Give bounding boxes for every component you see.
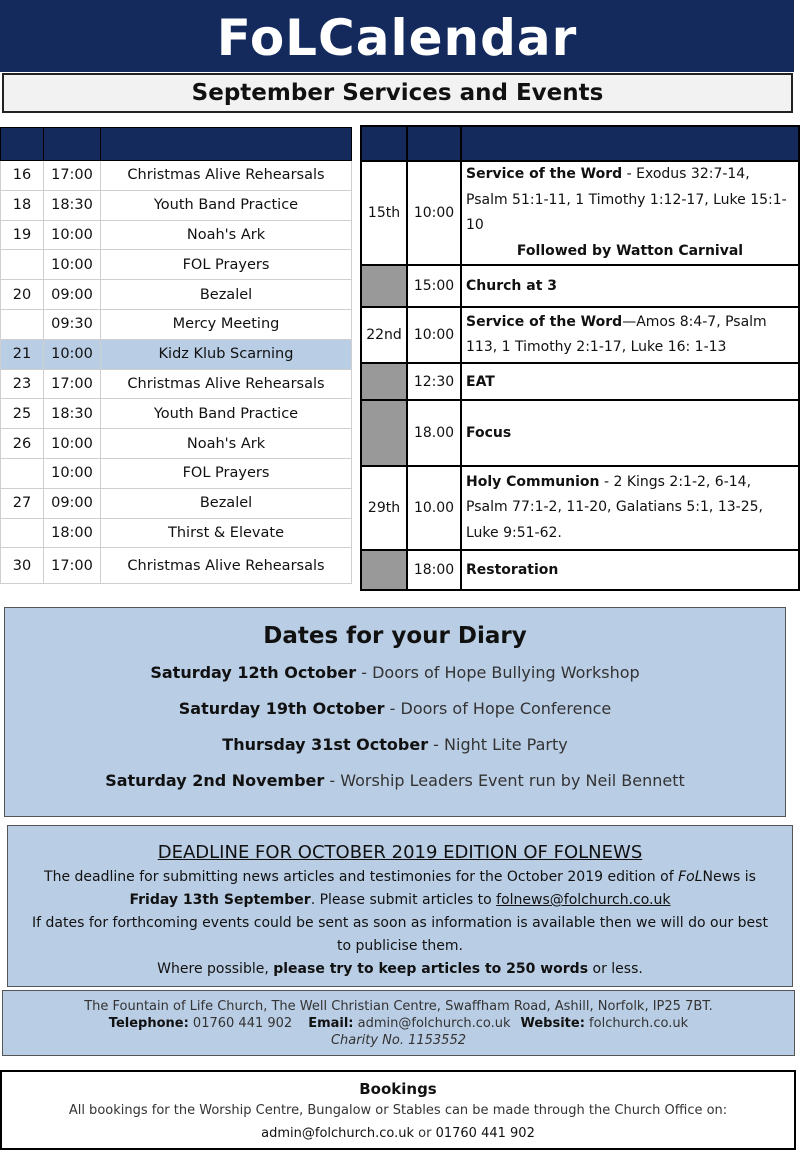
diary-item (5, 727, 785, 763)
church-footer (2, 990, 795, 1056)
service-title: Focus (461, 400, 799, 466)
service-time: 18.00 (407, 400, 461, 466)
service-title: Service of the Word (466, 166, 623, 182)
bookings-phone: 01760 441 902 (435, 1126, 535, 1141)
service-title: EAT (461, 363, 799, 400)
service-time: 12:30 (407, 363, 461, 400)
deadline-paragraph (8, 866, 792, 912)
service-description (461, 466, 799, 550)
service-readings: - Exodus 32:7-14, Psalm 51:1-11, 1 Timothy 1:12-17, Luke 15:1-10 (466, 166, 787, 233)
services-table (360, 125, 800, 591)
word-limit: please try to keep articles to 250 words (273, 961, 589, 977)
service-date: 15th (361, 161, 407, 265)
table-row (361, 400, 799, 466)
event-event: Mercy Meeting (101, 309, 352, 339)
service-readings: - 2 Kings 2:1-2, 6-14, Psalm 77:1-2, 11-20, Galatians 5:1, 13-25, (466, 473, 763, 516)
table-row (361, 265, 799, 307)
service-title: Holy Communion (466, 473, 600, 490)
deadline-text: Where possible, (157, 961, 274, 977)
diary-date: Saturday 12th October (150, 663, 357, 682)
event-event: FOL Prayers (101, 250, 352, 280)
bookings-text: All bookings for the Worship Centre, Bungalow or Stables can be made through the Church Office on: (68, 1103, 728, 1118)
event-event: Kidz Klub Scarning (101, 339, 352, 369)
service-time: 18:00 (407, 550, 461, 590)
email-value[interactable]: admin@folchurch.co.uk (353, 1016, 511, 1031)
table-row (361, 161, 799, 265)
event-time: 09:00 (44, 488, 101, 518)
page-subtitle: September Services and Events (2, 73, 793, 113)
table-row (1, 488, 352, 518)
table-row (1, 220, 352, 250)
word-limit-paragraph (8, 958, 792, 981)
empty-date-cell (361, 550, 407, 590)
event-event: Bezalel (101, 280, 352, 310)
service-time: 10:00 (407, 161, 461, 265)
diary-event: - Night Lite Party (428, 735, 568, 754)
event-day: 20 (1, 280, 44, 310)
diary-title: Dates for your Diary (263, 623, 527, 649)
event-time: 18:30 (44, 190, 101, 220)
service-description (461, 161, 799, 265)
table-row (1, 309, 352, 339)
table-row (1, 250, 352, 280)
event-time: 10:00 (44, 250, 101, 280)
diary-item (5, 655, 785, 691)
event-event: Christmas Alive Rehearsals (101, 161, 352, 191)
charity-number: Charity No. 1153552 (330, 1033, 466, 1048)
service-note: Followed by Watton Carnival (516, 242, 744, 259)
contact-line (3, 1015, 794, 1032)
empty-date-cell (361, 265, 407, 307)
forthcoming-events-paragraph: If dates for forthcoming events could be sent as soon as information is available then we will do our best to publicise them. (32, 915, 768, 954)
deadline-text: News is (702, 869, 756, 885)
empty-date-cell (361, 363, 407, 400)
event-day (1, 250, 44, 280)
event-time: 10:00 (44, 339, 101, 369)
page-title: FoLCalendar (0, 0, 794, 72)
diary-event: - Doors of Hope Conference (384, 699, 612, 718)
service-readings-continued: Luke 9:51-62. (466, 524, 562, 541)
event-event: Youth Band Practice (101, 190, 352, 220)
service-description (461, 307, 799, 363)
bookings-box (0, 1070, 796, 1150)
event-day (1, 309, 44, 339)
event-time: 17:00 (44, 548, 101, 584)
website-value[interactable]: folchurch.co.uk (584, 1016, 689, 1031)
diary-date: Saturday 2nd November (105, 771, 325, 790)
table-row (1, 161, 352, 191)
event-event: Christmas Alive Rehearsals (101, 369, 352, 399)
deadline-title: DEADLINE FOR OCTOBER 2019 EDITION OF FOLNEWS (157, 842, 643, 863)
table-row (1, 190, 352, 220)
event-event: FOL Prayers (101, 458, 352, 488)
table-row (1, 518, 352, 548)
event-day: 26 (1, 429, 44, 459)
service-date: 29th (361, 466, 407, 550)
event-time: 10:00 (44, 429, 101, 459)
event-day (1, 458, 44, 488)
diary-item (5, 763, 785, 799)
table-row (1, 280, 352, 310)
empty-date-cell (361, 400, 407, 466)
diary-item (5, 691, 785, 727)
event-event: Noah's Ark (101, 429, 352, 459)
event-time: 10:00 (44, 458, 101, 488)
event-event: Christmas Alive Rehearsals (101, 548, 352, 584)
table-row (1, 399, 352, 429)
table-row (1, 339, 352, 369)
table-row (1, 548, 352, 584)
service-readings: —Amos 8:4-7, Psalm 113, 1 Timothy 2:1-17, Luke 16: 1-13 (466, 313, 767, 355)
table-row (361, 550, 799, 590)
diary-event: - Worship Leaders Event run by Neil Bennett (324, 771, 685, 790)
service-time: 10.00 (407, 466, 461, 550)
telephone-value: 01760 441 902 (188, 1016, 293, 1031)
event-day: 27 (1, 488, 44, 518)
deadline-date: Friday 13th September (129, 892, 311, 908)
event-day: 30 (1, 548, 44, 584)
event-day: 25 (1, 399, 44, 429)
table-row (1, 458, 352, 488)
bookings-or: or (414, 1126, 436, 1141)
event-day: 16 (1, 161, 44, 191)
diary-box (4, 607, 786, 817)
folnews-email-link[interactable]: folnews@folchurch.co.uk (496, 892, 671, 908)
event-time: 17:00 (44, 369, 101, 399)
event-day: 18 (1, 190, 44, 220)
deadline-text: or less. (588, 961, 643, 977)
service-title: Church at 3 (461, 265, 799, 307)
event-time: 09:00 (44, 280, 101, 310)
deadline-text: . Please submit articles to (310, 892, 497, 908)
event-day: 19 (1, 220, 44, 250)
bookings-email[interactable]: admin@folchurch.co.uk (261, 1126, 415, 1141)
event-day: 23 (1, 369, 44, 399)
service-title: Restoration (461, 550, 799, 590)
event-time: 18:30 (44, 399, 101, 429)
event-day (1, 518, 44, 548)
table-row (361, 363, 799, 400)
church-address: The Fountain of Life Church, The Well Christian Centre, Swaffham Road, Ashill, Norfolk, IP25 7BT. (84, 999, 713, 1014)
event-event: Youth Band Practice (101, 399, 352, 429)
event-time: 09:30 (44, 309, 101, 339)
bookings-contact (2, 1122, 794, 1145)
event-event: Noah's Ark (101, 220, 352, 250)
diary-date: Thursday 31st October (222, 735, 429, 754)
deadline-text: The deadline for submitting news articles and testimonies for the October 2019 edition of (44, 869, 679, 885)
bookings-title: Bookings (359, 1080, 437, 1098)
table-header-row (1, 128, 352, 161)
table-header-row (361, 126, 799, 161)
diary-event: - Doors of Hope Bullying Workshop (356, 663, 640, 682)
event-time: 17:00 (44, 161, 101, 191)
telephone-label: Telephone: (108, 1016, 189, 1031)
fol-italic: FoL (678, 869, 703, 885)
service-title: Service of the Word (466, 313, 623, 330)
event-event: Bezalel (101, 488, 352, 518)
service-time: 10:00 (407, 307, 461, 363)
event-event: Thirst & Elevate (101, 518, 352, 548)
table-row (361, 307, 799, 363)
email-label: Email: (308, 1016, 354, 1031)
deadline-box (7, 825, 793, 987)
service-time: 15:00 (407, 265, 461, 307)
events-table (0, 127, 352, 584)
website-label: Website: (520, 1016, 585, 1031)
event-time: 10:00 (44, 220, 101, 250)
service-date: 22nd (361, 307, 407, 363)
diary-date: Saturday 19th October (178, 699, 385, 718)
event-day: 21 (1, 339, 44, 369)
table-row (361, 466, 799, 550)
event-time: 18:00 (44, 518, 101, 548)
table-row (1, 429, 352, 459)
table-row (1, 369, 352, 399)
